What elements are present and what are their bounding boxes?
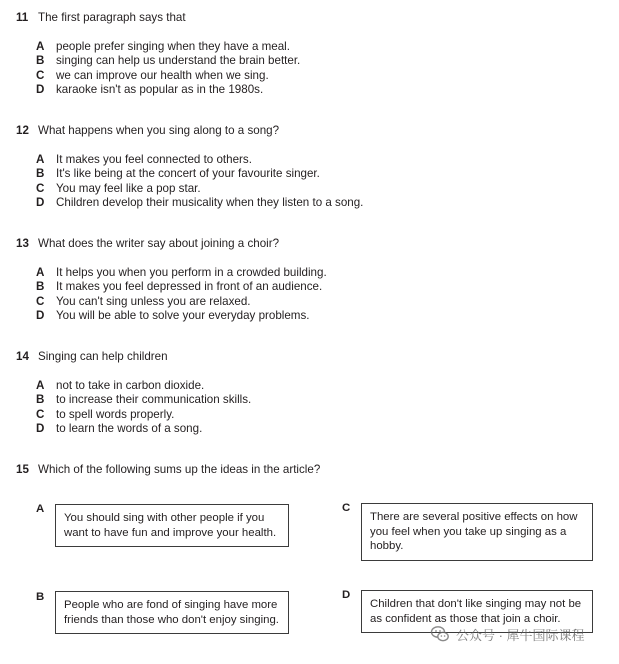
- option-letter: C: [36, 407, 45, 421]
- option-b[interactable]: [16, 54, 300, 68]
- option-text: people prefer singing when they have a meal.: [56, 40, 290, 53]
- option-letter: B: [36, 167, 45, 181]
- question-number: 14: [16, 350, 29, 363]
- question-text: What happens when you sing along to a song?: [38, 124, 280, 137]
- option-a[interactable]: [16, 40, 300, 54]
- option-b[interactable]: [16, 280, 327, 294]
- option-list: [16, 266, 327, 323]
- option-text: to increase their communication skills.: [56, 393, 252, 407]
- option-a[interactable]: [16, 266, 327, 280]
- option-text: It makes you feel depressed in front of an audience.: [56, 280, 323, 294]
- option-text: It's like being at the concert of your favourite singer.: [56, 167, 320, 181]
- option-text: You can't sing unless you are relaxed.: [56, 294, 251, 308]
- option-letter: C: [36, 181, 45, 195]
- option-text: karaoke isn't as popular as in the 1980s.: [56, 82, 264, 96]
- option-text: we can improve our health when we sing.: [56, 68, 269, 82]
- summary-text: You should sing with other people if you want to have fun and improve your health.: [64, 512, 277, 539]
- option-letter: D: [36, 195, 45, 209]
- summary-letter-c: C: [342, 502, 351, 514]
- option-letter: D: [36, 82, 45, 96]
- summary-text: Children that don't like singing may not be as confident as those that join a choir.: [370, 598, 582, 625]
- option-letter: C: [36, 294, 45, 308]
- option-letter: B: [36, 54, 45, 68]
- option-text: not to take in carbon dioxide.: [56, 379, 205, 392]
- option-text: Children develop their musicality when they listen to a song.: [56, 195, 364, 209]
- summary-letter-b: B: [36, 591, 45, 603]
- option-letter: A: [36, 40, 45, 53]
- question-text: Which of the following sums up the ideas in the article?: [38, 463, 321, 476]
- option-letter: D: [36, 421, 45, 435]
- option-c[interactable]: [16, 69, 300, 83]
- question-13: [16, 237, 327, 323]
- option-b[interactable]: [16, 393, 251, 407]
- option-text: It helps you when you perform in a crowded building.: [56, 266, 327, 279]
- question-stem: [16, 463, 320, 476]
- option-letter: A: [36, 266, 45, 279]
- question-text: What does the writer say about joining a choir?: [38, 237, 280, 250]
- question-text: Singing can help children: [38, 350, 168, 363]
- option-list: [16, 40, 300, 97]
- question-15: [16, 463, 320, 476]
- question-14: [16, 350, 251, 436]
- question-stem: [16, 11, 300, 24]
- summary-letter-a: A: [36, 503, 45, 515]
- summary-text: People who are fond of singing have more friends than those who don't enjoy singing.: [64, 599, 279, 626]
- option-a[interactable]: [16, 379, 251, 393]
- question-stem: [16, 124, 363, 137]
- option-d[interactable]: [16, 309, 327, 323]
- option-letter: C: [36, 68, 45, 82]
- option-letter: B: [36, 393, 45, 407]
- wechat-icon: [430, 624, 450, 644]
- option-text: to learn the words of a song.: [56, 421, 203, 435]
- option-c[interactable]: [16, 182, 363, 196]
- question-12: [16, 124, 363, 210]
- watermark: [430, 624, 585, 644]
- question-11: [16, 11, 300, 97]
- option-c[interactable]: [16, 295, 327, 309]
- question-stem: [16, 350, 251, 363]
- question-number: 15: [16, 463, 29, 476]
- option-d[interactable]: [16, 196, 363, 210]
- summary-option-c[interactable]: [361, 503, 593, 561]
- question-stem: [16, 237, 327, 250]
- summary-text: There are several positive effects on how you feel when you take up singing as a hobby.: [370, 511, 578, 553]
- option-letter: B: [36, 280, 45, 294]
- question-number: 13: [16, 237, 29, 250]
- option-d[interactable]: [16, 83, 300, 97]
- option-c[interactable]: [16, 408, 251, 422]
- option-a[interactable]: [16, 153, 363, 167]
- summary-option-a[interactable]: [55, 504, 289, 547]
- summary-letter-d: D: [342, 589, 351, 601]
- watermark-text: 公众号 · 犀牛国际课程: [456, 627, 585, 643]
- option-list: [16, 379, 251, 436]
- option-b[interactable]: [16, 167, 363, 181]
- summary-option-b[interactable]: [55, 591, 289, 634]
- option-d[interactable]: [16, 422, 251, 436]
- question-number: 11: [16, 11, 29, 24]
- option-text: It makes you feel connected to others.: [56, 153, 252, 166]
- option-list: [16, 153, 363, 210]
- option-letter: D: [36, 308, 45, 322]
- option-text: to spell words properly.: [56, 407, 175, 421]
- option-text: You will be able to solve your everyday problems.: [56, 308, 310, 322]
- option-letter: A: [36, 379, 45, 392]
- option-letter: A: [36, 153, 45, 166]
- question-text: The first paragraph says that: [38, 11, 186, 24]
- question-number: 12: [16, 124, 29, 137]
- option-text: You may feel like a pop star.: [56, 181, 201, 195]
- option-text: singing can help us understand the brain better.: [56, 54, 301, 68]
